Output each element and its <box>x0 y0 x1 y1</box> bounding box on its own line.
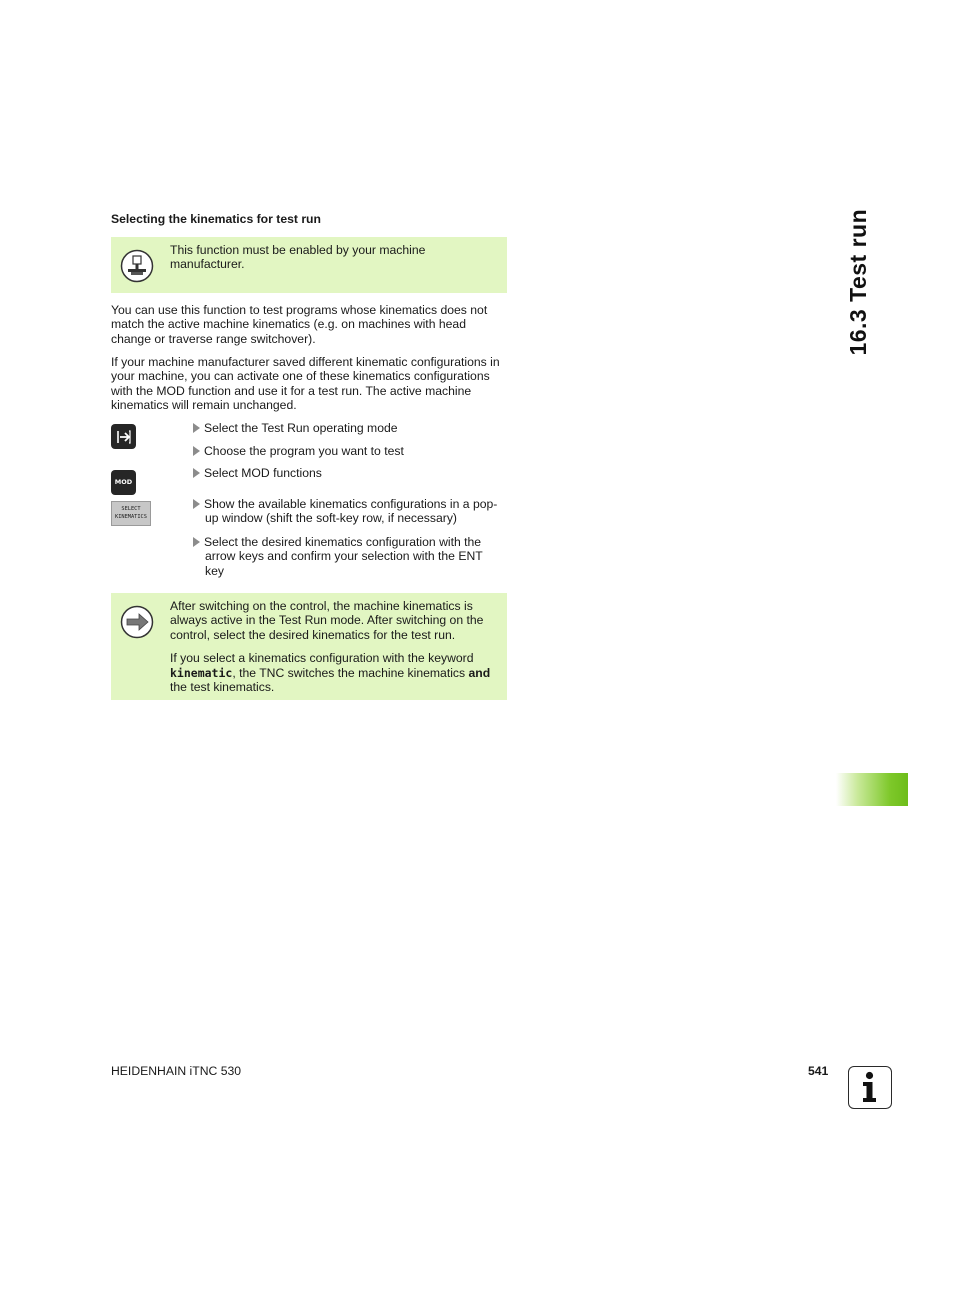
test-run-mode-icon <box>115 428 133 446</box>
machine-icon <box>120 249 154 283</box>
tip-note-text <box>170 599 499 703</box>
manufacturer-note <box>111 237 507 293</box>
step-text: Choose the program you want to test <box>204 444 404 458</box>
test-run-mode-key[interactable] <box>111 424 136 449</box>
step-item <box>193 497 509 526</box>
step-text: Show the available kinematics configurations in a pop- <box>204 497 498 511</box>
tip-paragraph-1: After switching on the control, the machine kinematics is always active in the Test Run mode. After switching on the control, select the desired kinematics for the test run. <box>170 599 484 642</box>
step-text-continued: key <box>205 563 224 578</box>
step-item <box>193 421 509 435</box>
bullet-triangle-icon <box>193 499 200 509</box>
select-kinematics-softkey[interactable] <box>111 501 151 526</box>
intro-paragraph: You can use this function to test programs whose kinematics does not match the active machine kinematics (e.g. on machines with head change or traverse range switchover). <box>111 303 488 346</box>
keyword-kinematic: kinematic <box>170 665 233 680</box>
bullet-triangle-icon <box>193 468 200 478</box>
arrow-right-icon <box>120 605 154 639</box>
bullet-triangle-icon <box>193 423 200 433</box>
section-heading: Selecting the kinematics for test run <box>111 212 321 226</box>
step-item <box>193 444 509 458</box>
info-glyph <box>849 1067 890 1107</box>
tip-note <box>111 593 507 700</box>
step-text: Select the Test Run operating mode <box>204 421 398 435</box>
bullet-triangle-icon <box>193 446 200 456</box>
step-text: Select MOD functions <box>204 466 322 480</box>
footer-manual-name: HEIDENHAIN iTNC 530 <box>111 1064 242 1078</box>
mod-key-label: MOD <box>114 478 133 487</box>
manufacturer-note-text: This function must be enabled by your machine manufacturer. <box>170 243 426 272</box>
info-icon <box>848 1066 892 1109</box>
step-text-continued: arrow keys and confirm your selection with the ENT <box>205 549 483 564</box>
mod-key[interactable] <box>111 470 136 495</box>
step-text: Select the desired kinematics configuration with the <box>204 535 482 549</box>
step-item <box>193 466 509 480</box>
softkey-line1: SELECT <box>121 506 141 512</box>
step-text-continued: up window (shift the soft-key row, if necessary) <box>205 511 457 526</box>
chapter-title-text: 16.3 Test run <box>844 208 871 356</box>
tip-paragraph-2: If you select a kinematics configuration with the keyword kinematic, the TNC switches the machine kinematics and the test kinematics. <box>170 651 491 695</box>
step-item <box>193 535 509 578</box>
chapter-title <box>838 208 878 356</box>
bullet-triangle-icon <box>193 537 200 547</box>
softkey-line2: KINEMATICS <box>115 514 147 520</box>
page-number: 541 <box>808 1064 829 1078</box>
emphasis-and: and <box>468 665 491 680</box>
config-paragraph: If your machine manufacturer saved different kinematic configurations in your machine, you can activate one of these kinematics configurations with the MOD function and use it for a test run. The active machine kinematics will remain unchanged. <box>111 355 500 413</box>
chapter-tab <box>836 773 908 806</box>
